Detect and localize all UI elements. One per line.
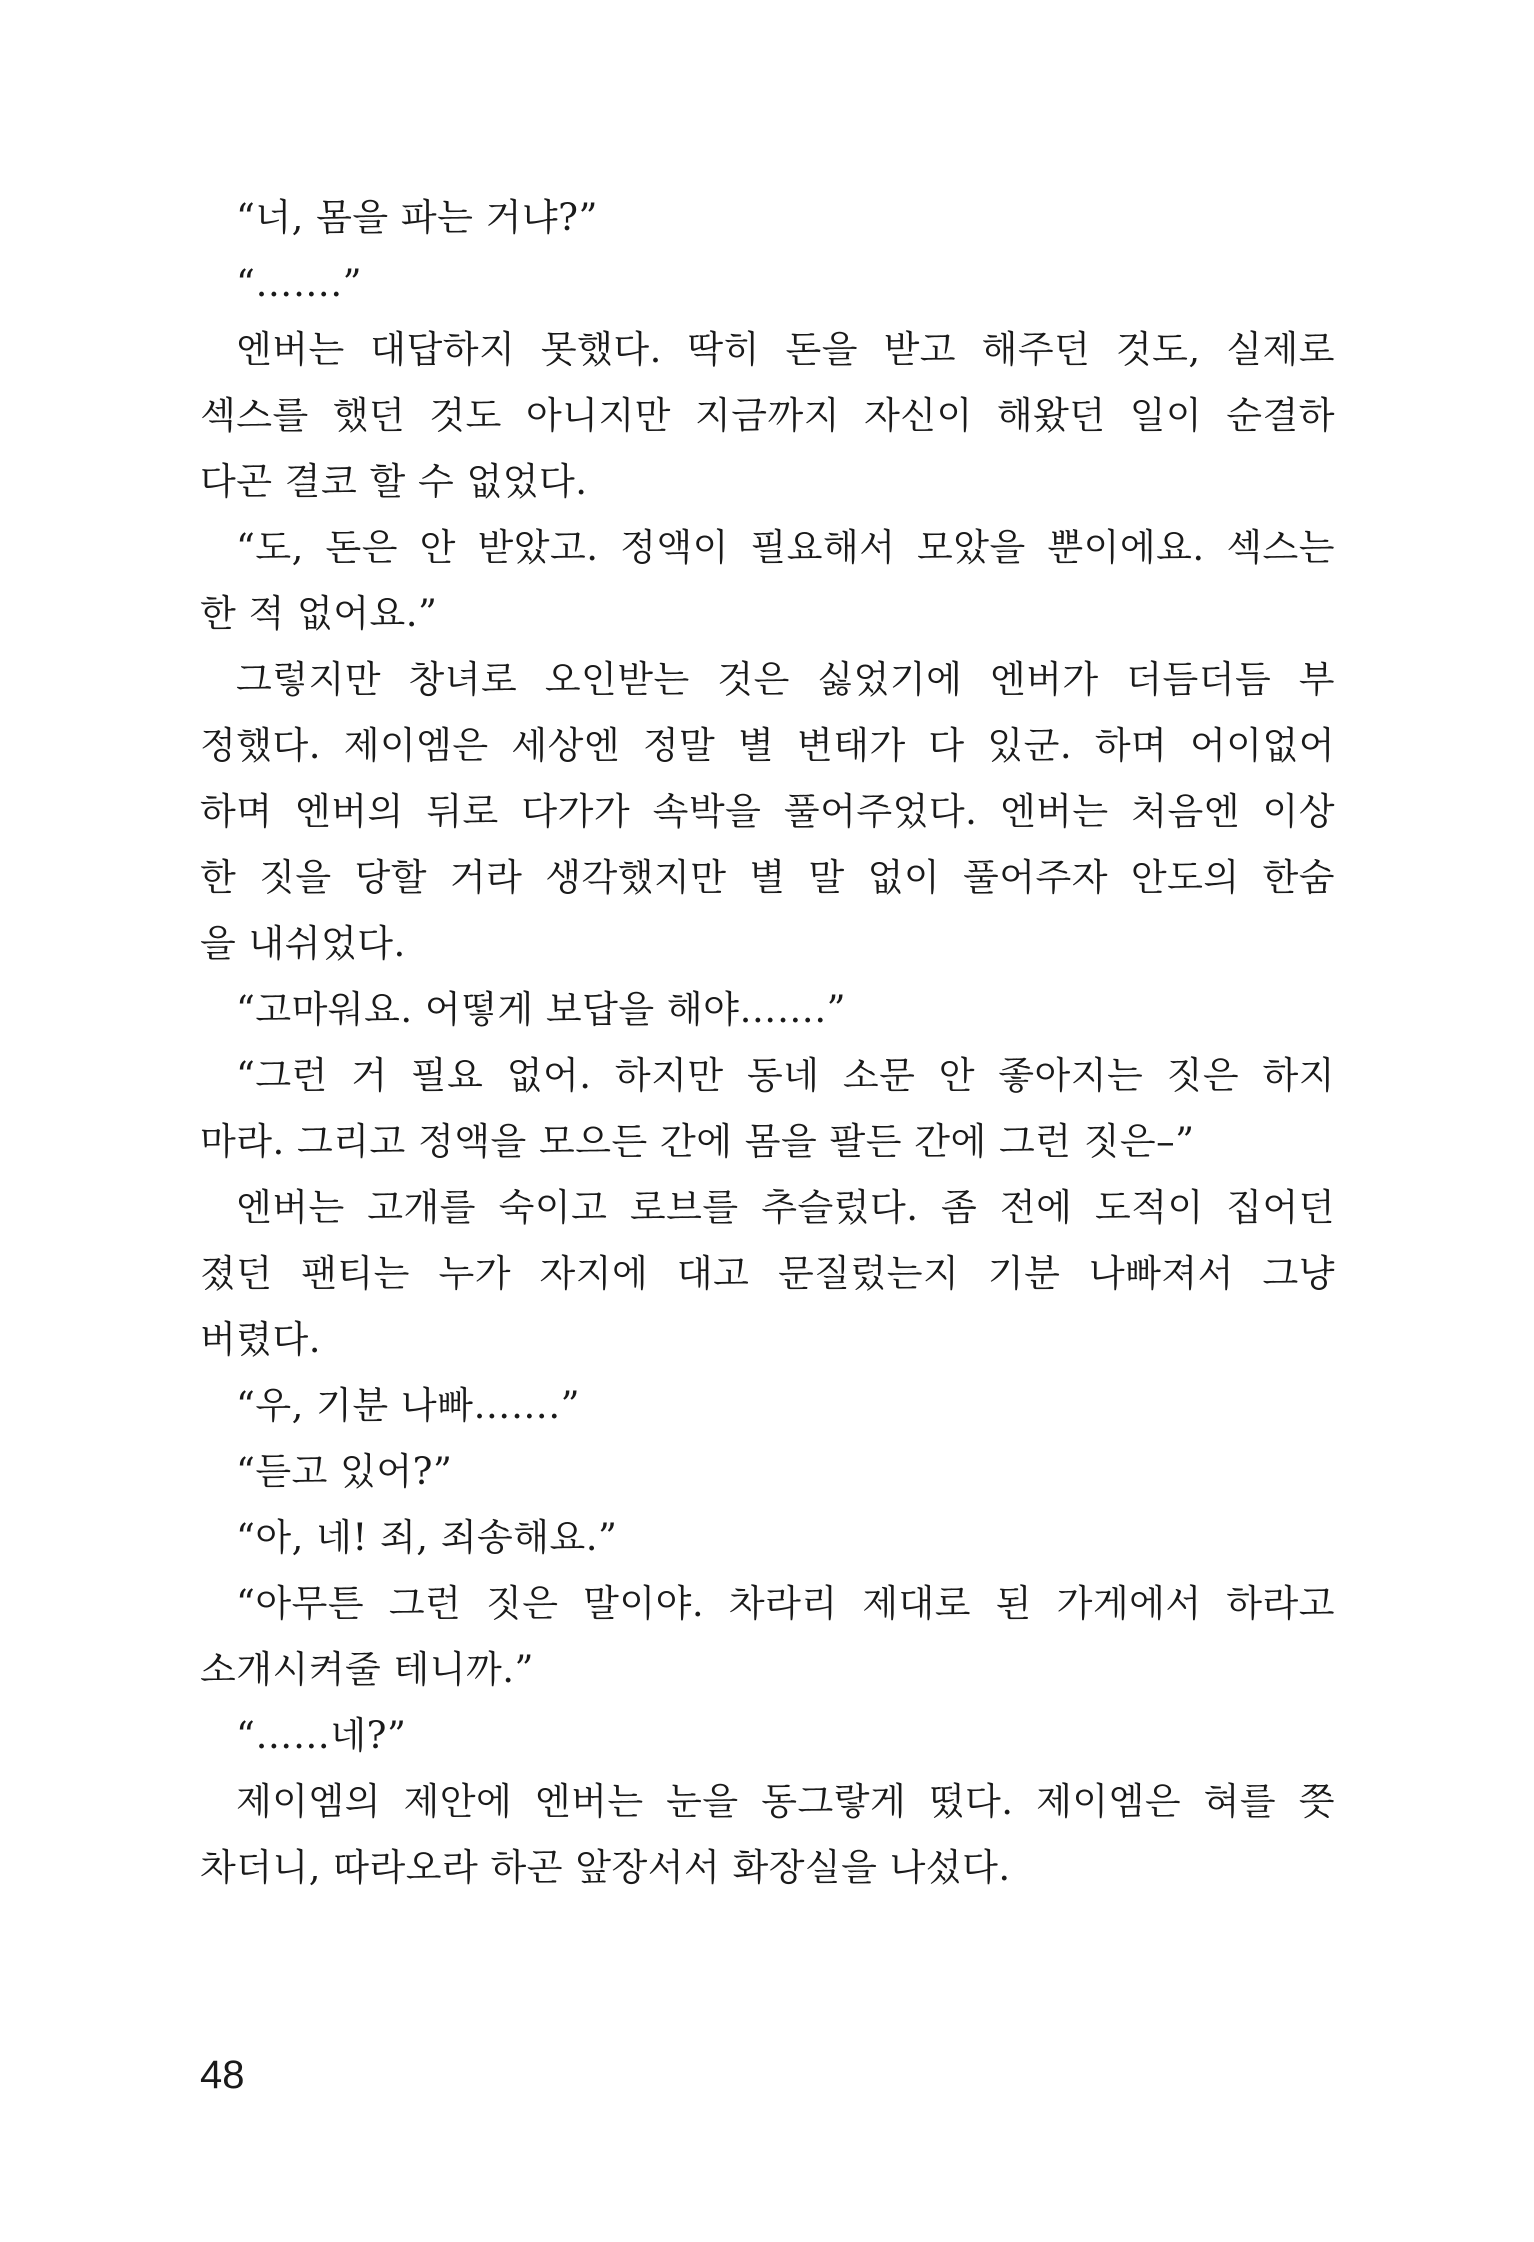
text-line: 하며 엔버의 뒤로 다가가 속박을 풀어주었다. 엔버는 처음엔 이상 bbox=[200, 790, 1335, 833]
text-line: “듣고 있어?” bbox=[236, 1450, 453, 1493]
text-line: “고마워요. 어떻게 보답을 해야…….” bbox=[236, 988, 847, 1031]
text-line: 졌던 팬티는 누가 자지에 대고 문질렀는지 기분 나빠져서 그냥 bbox=[200, 1252, 1335, 1295]
text-line: 마라. 그리고 정액을 모으든 간에 몸을 팔든 간에 그런 짓은–” bbox=[200, 1120, 1195, 1163]
text-line: “그런 거 필요 없어. 하지만 동네 소문 안 좋아지는 짓은 하지 bbox=[236, 1054, 1335, 1097]
text-line: 을 내쉬었다. bbox=[200, 922, 406, 965]
text-line: “아, 네! 죄, 죄송해요.” bbox=[236, 1516, 618, 1559]
text-line: 버렸다. bbox=[200, 1318, 321, 1361]
text-line: 한 짓을 당할 거라 생각했지만 별 말 없이 풀어주자 안도의 한숨 bbox=[200, 856, 1335, 899]
text-line: 그렇지만 창녀로 오인받는 것은 싫었기에 엔버가 더듬더듬 부 bbox=[236, 658, 1335, 701]
text-line: 제이엠의 제안에 엔버는 눈을 동그랗게 떴다. 제이엠은 혀를 쯧 bbox=[236, 1780, 1335, 1823]
text-line: “……네?” bbox=[236, 1714, 407, 1757]
text-line: 엔버는 고개를 숙이고 로브를 추슬렀다. 좀 전에 도적이 집어던 bbox=[236, 1186, 1335, 1229]
body-text bbox=[200, 185, 1335, 1901]
text-line: 한 적 없어요.” bbox=[200, 592, 438, 635]
text-line: 소개시켜줄 테니까.” bbox=[200, 1648, 534, 1691]
text-line: 차더니, 따라오라 하곤 앞장서서 화장실을 나섰다. bbox=[200, 1846, 1011, 1889]
text-line: “우, 기분 나빠…….” bbox=[236, 1384, 581, 1427]
text-line: “…….” bbox=[236, 262, 363, 305]
text-line: “도, 돈은 안 받았고. 정액이 필요해서 모았을 뿐이에요. 섹스는 bbox=[236, 526, 1335, 569]
text-line: “너, 몸을 파는 거냐?” bbox=[236, 196, 598, 239]
text-line: 섹스를 했던 것도 아니지만 지금까지 자신이 해왔던 일이 순결하 bbox=[200, 394, 1335, 437]
text-line: 정했다. 제이엠은 세상엔 정말 별 변태가 다 있군. 하며 어이없어 bbox=[200, 724, 1335, 767]
text-line: 엔버는 대답하지 못했다. 딱히 돈을 받고 해주던 것도, 실제로 bbox=[236, 328, 1335, 371]
text-line: 다곤 결코 할 수 없었다. bbox=[200, 460, 588, 503]
text-line: “아무튼 그런 짓은 말이야. 차라리 제대로 된 가게에서 하라고 bbox=[236, 1582, 1335, 1625]
page-number: 48 bbox=[200, 2053, 245, 2097]
